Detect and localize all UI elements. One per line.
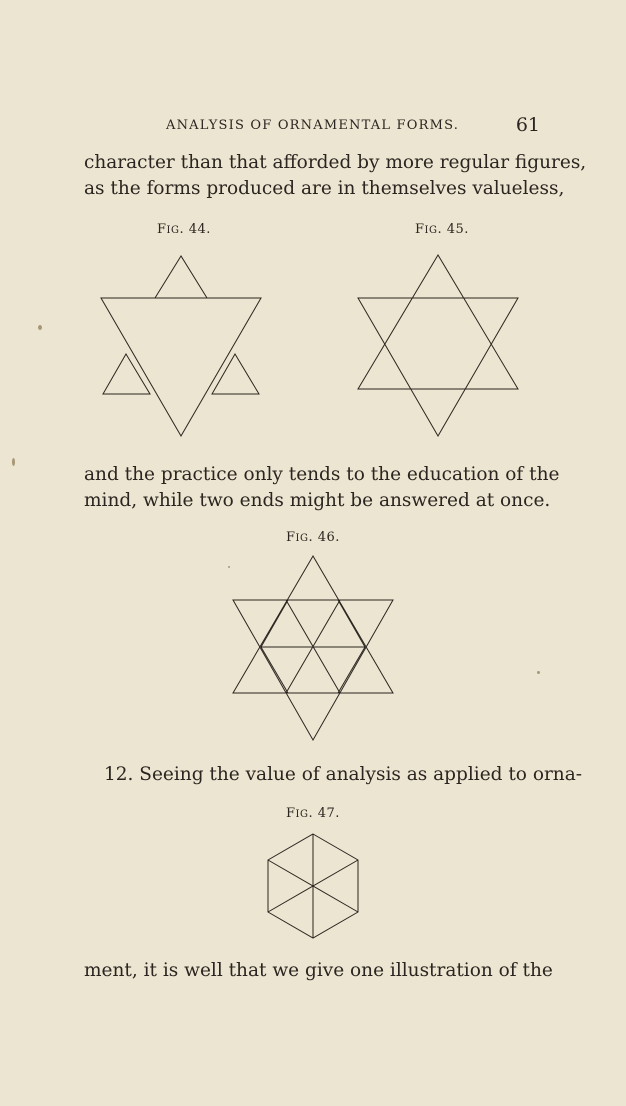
fig44-diagram [95,250,267,440]
fig46-outer-down-triangle [233,600,393,740]
paragraph-4 [84,958,553,984]
page-number: 61 [515,114,540,136]
paper-speck [38,325,42,330]
fig47-caption: FIG. 47. [286,806,340,821]
running-header [84,116,542,140]
paragraph-3 [104,762,582,788]
fig45-up-triangle [358,255,518,389]
paragraph-line: as the forms produced are in themselves valueless, [84,178,565,199]
paper-speck [12,458,15,466]
running-title: ANALYSIS OF ORNAMENTAL FORMS. [166,118,460,133]
paragraph-line: and the practice only tends to the education of the [84,464,560,485]
paragraph-1 [84,150,587,202]
paragraph-line: mind, while two ends might be answered at once. [84,490,551,511]
paragraph-line: ment, it is well that we give one illustration of the [84,960,553,981]
paragraph-line: 12. Seeing the value of analysis as applied to orna- [104,764,582,785]
fig45-diagram [352,250,524,440]
fig44-large-triangle [101,298,261,436]
fig46-grid-line [338,647,365,693]
fig46-grid-line [338,600,365,647]
fig44-left-triangle [103,354,150,394]
fig46-grid-line [261,600,288,647]
fig46-caption: FIG. 46. [286,530,340,545]
fig44-caption: FIG. 44. [157,222,211,237]
paragraph-line: character than that afforded by more regular figures, [84,152,587,173]
fig44-top-triangle [155,256,207,298]
fig45-caption: FIG. 45. [415,222,469,237]
fig46-grid-line [261,647,288,693]
fig46-outer-up-triangle [233,556,393,693]
fig45-down-triangle [358,298,518,436]
paper-speck [228,566,230,568]
paper-speck [537,671,540,674]
fig47-diagram [262,830,364,944]
fig46-diagram [228,552,398,744]
fig44-right-triangle [212,354,259,394]
paragraph-2 [84,462,560,514]
